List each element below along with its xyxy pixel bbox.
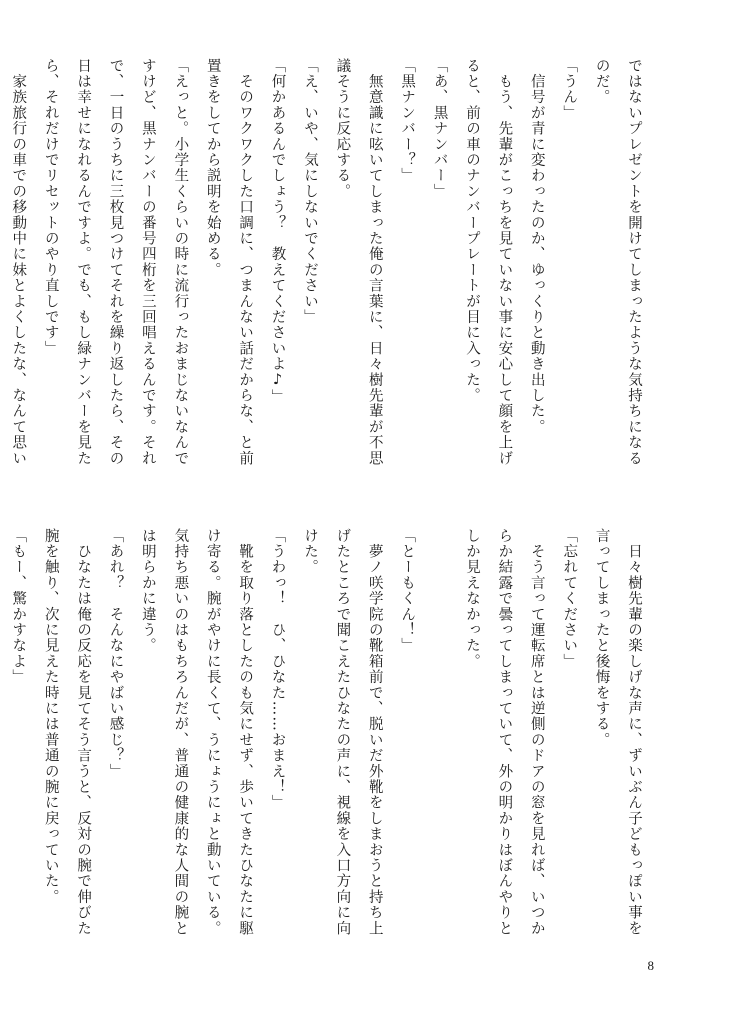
text-line: 「えっと。小学生くらいの時に流行ったおまじないなんで [172, 58, 189, 467]
text-line: 日は幸せになれるんですよ。でも、もし緑ナンバーを見た [75, 58, 92, 467]
text-line: 「あ、黒ナンバー」 [431, 58, 448, 200]
text-line: 気持ち悪いのはもちろんだが、普通の健康的な人間の腕と [172, 528, 189, 937]
text-line: げたところで聞こえたひなたの声に、視線を入口方向に向 [334, 528, 351, 937]
text-line: ると、前の車のナンバープレートが目に入った。 [463, 58, 480, 404]
page-number: 8 [647, 958, 654, 973]
text-line: ひなたは俺の反応を見てそう言うと、反対の腕で伸びた [75, 528, 92, 937]
text-line: 信号が青に変わったのか、ゆっくりと動き出した。 [528, 58, 545, 435]
text-line: そう言って運転席とは逆側のドアの窓を見れば、いつか [528, 528, 545, 937]
text-line: 「うん」 [561, 58, 578, 121]
text-line: 無意識に呟いてしまった俺の言葉に、日々樹先輩が不思 [366, 58, 383, 467]
text-line: けた。 [301, 528, 318, 576]
text-line: 「もー、驚かすなよ」 [10, 528, 27, 685]
blank-line [423, 528, 455, 912]
text-line: 「とーもくん！」 [399, 528, 416, 654]
text-line: 議そうに反応する。 [334, 58, 351, 200]
text-line: ではないプレゼントを開けてしまったような気持ちになる [626, 58, 642, 467]
text-line: もう、先輩がこっちを見ていない事に安心して顔を上げ [496, 58, 513, 467]
text-line: 「何かあるんでしょう？ 教えてくださいよ♪」 [269, 58, 286, 405]
text-line: 「黒ナンバー？」 [399, 58, 416, 184]
text-line: は明らかに違う。 [139, 528, 156, 654]
text-line: 「あれ？ そんなにやばい感じ？」 [107, 528, 124, 780]
lower-text-block [10, 528, 650, 937]
text-line: 「忘れてください」 [561, 528, 578, 670]
text-line: 「うわっ！ ひ、ひなた……おまえ！」 [269, 528, 286, 811]
text-line: のだ。 [593, 58, 610, 106]
text-line: そのワクワクした口調に、つまんない話だからな、と前 [237, 58, 254, 467]
text-line: 日々樹先輩の楽しげな声に、ずいぶん子どもっぽい事を [626, 528, 642, 937]
text-line: 言ってしまったと後悔をする。 [593, 528, 610, 748]
text-line: 家族旅行の車での移動中に妹とよくしたな、なんて思い [10, 58, 27, 467]
text-line [0, 528, 2, 912]
text-line: 置きをしてから説明を始める。 [204, 58, 221, 278]
text-line: 靴を取り落としたのも気にせず、歩いてきたひなたに駆 [237, 528, 254, 937]
text-line: で、一日のうちに三枚見つけてそれを繰り返したら、その [107, 58, 124, 467]
text-line: ら、それだけでリセットのやり直しです」 [42, 58, 59, 357]
text-line: すけど、黒ナンバーの番号四桁を三回唱えるんです。それ [139, 58, 156, 467]
text-line: しか見えなかった。 [463, 528, 480, 670]
text-line: 夢ノ咲学院の靴箱前で、脱いだ外靴をしまおうと持ち上 [366, 528, 383, 937]
upper-text-block [10, 58, 650, 478]
text-line: け寄る。腕がやけに長くて、うにょうにょと動いている。 [204, 528, 221, 937]
text-line: 「え、いや、気にしないでください」 [301, 58, 318, 325]
text-line: 腕を触り、次に見えた時には普通の腕に戻っていた。 [42, 528, 59, 905]
text-line: らか結露で曇ってしまっていて、外の明かりはぼんやりと [496, 528, 513, 937]
